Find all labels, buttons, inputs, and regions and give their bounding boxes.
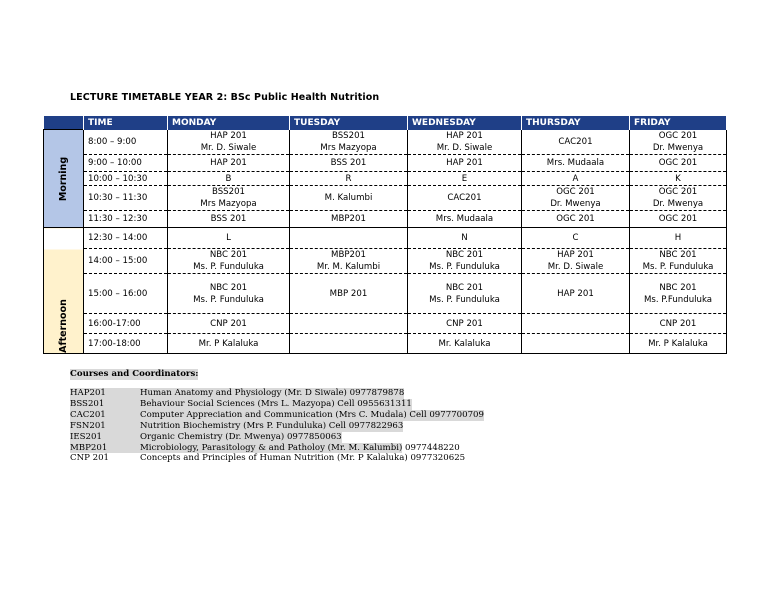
legend-item: [70, 432, 484, 443]
course-code: Mr. Kalaluka: [438, 338, 491, 349]
course-code: MBP201: [331, 214, 366, 224]
class-cell: [290, 211, 408, 228]
time-cell: 14:00 – 15:00: [84, 249, 168, 274]
course-code: BSS201: [211, 187, 246, 197]
time-cell: 15:00 – 16:00: [84, 274, 168, 314]
class-cell: [290, 186, 408, 211]
course-code: OGC 201: [556, 214, 595, 224]
course-code: MBP 201: [329, 288, 368, 299]
timetable-row: [44, 334, 727, 354]
course-code: E: [461, 173, 468, 184]
class-cell: [168, 334, 290, 354]
class-cell: [630, 228, 727, 249]
course-code: CAC201: [447, 193, 482, 203]
lecturer-name: Ms. P. Funduluka: [429, 294, 500, 305]
class-cell: [630, 172, 727, 186]
legend-item: [70, 443, 484, 454]
class-cell: [168, 155, 290, 172]
class-cell: [522, 334, 630, 354]
class-cell: [408, 274, 522, 314]
class-cell: [522, 314, 630, 334]
lecturer-name: Mr. D. Siwale: [547, 262, 604, 272]
course-code: Mr. P Kalaluka: [198, 338, 259, 349]
class-cell: [630, 155, 727, 172]
lecturer-name: Ms. P. Funduluka: [642, 262, 714, 272]
lecturer-name: Ms. P. Funduluka: [429, 262, 500, 272]
legend-item: [70, 388, 484, 399]
course-code: A: [572, 173, 579, 184]
course-code: NBC 201: [445, 250, 484, 260]
time-cell: 10:00 – 10:30: [84, 172, 168, 186]
course-code: OGC 201: [556, 187, 595, 197]
timetable-row: [44, 172, 727, 186]
page-title: LECTURE TIMETABLE YEAR 2: BSc Public Health Nutrition: [70, 92, 380, 103]
course-code: HAP 201: [446, 158, 483, 168]
course-code: BSS 201: [210, 214, 247, 224]
class-cell: [630, 186, 727, 211]
time-cell: 16:00-17:00: [84, 314, 168, 334]
legend-code: CNP 201: [70, 453, 110, 464]
course-code: HAP 201: [557, 288, 594, 299]
course-code: CAC201: [558, 136, 593, 147]
course-code: H: [674, 233, 682, 243]
legend-item: [70, 421, 484, 432]
class-cell: [522, 249, 630, 274]
course-code: CNP 201: [659, 318, 697, 329]
lecturer-name: Mr. D. Siwale: [200, 142, 257, 153]
legend-text: Microbiology, Parasitology & and Patholoy (Mr. M. Kalumbi): [140, 442, 403, 453]
legend-item: [70, 410, 484, 421]
class-cell: [408, 186, 522, 211]
class-cell: [408, 211, 522, 228]
lecturer-name: Ms. P.Funduluka: [643, 294, 713, 305]
time-cell: 17:00-18:00: [84, 334, 168, 354]
legend-item: [70, 399, 484, 410]
legend-text: Concepts and Principles of Human Nutrition (Mr. P Kalaluka) 0977320625: [140, 453, 466, 464]
legend-phone: 0977448220: [402, 442, 460, 453]
header-friday: FRIDAY: [630, 116, 727, 130]
course-code: L: [226, 233, 231, 243]
class-cell: [290, 334, 408, 354]
class-cell: [522, 228, 630, 249]
course-code: NBC 201: [659, 282, 697, 293]
class-cell: [168, 211, 290, 228]
time-cell: 9:00 – 10:00: [84, 155, 168, 172]
class-cell: [522, 186, 630, 211]
time-cell: 11:30 – 12:30: [84, 211, 168, 228]
lecturer-name: Mrs Mazyopa: [200, 199, 257, 209]
header-row: [44, 116, 727, 130]
course-code: C: [572, 233, 579, 243]
lecturer-name: Dr. Mwenya: [652, 199, 704, 209]
legend-code: HAP201: [70, 388, 140, 399]
period-afternoon: [44, 228, 84, 354]
class-cell: [168, 186, 290, 211]
class-cell: [290, 172, 408, 186]
timetable-row: [44, 249, 727, 274]
class-cell: [408, 228, 522, 249]
lecturer-name: Dr. Mwenya: [550, 199, 601, 209]
class-cell: [630, 211, 727, 228]
course-code: HAP 201: [210, 130, 247, 141]
course-code: NBC 201: [209, 250, 248, 260]
course-code: OGC 201: [658, 130, 698, 141]
legend-code: FSN201: [70, 421, 140, 432]
course-code: NBC 201: [445, 282, 484, 293]
class-cell: [630, 334, 727, 354]
class-cell: [168, 172, 290, 186]
class-cell: [290, 155, 408, 172]
course-code: NBC 201: [659, 250, 697, 260]
class-cell: [408, 314, 522, 334]
header-tuesday: TUESDAY: [290, 116, 408, 130]
course-code: CNP 201: [210, 318, 247, 329]
course-code: R: [345, 173, 352, 184]
course-code: Mr. P Kalaluka: [648, 338, 708, 349]
legend-text: Behaviour Social Sciences (Mrs L. Mazyopa) Cell 0955631311: [140, 398, 412, 409]
course-code: OGC 201: [658, 187, 698, 197]
legend-text: Human Anatomy and Physiology (Mr. D Siwale) 0977879878: [140, 388, 405, 398]
timetable-row: [44, 130, 727, 155]
time-cell: 12:30 – 14:00: [84, 228, 168, 249]
class-cell: [408, 334, 522, 354]
timetable-row: [44, 186, 727, 211]
course-code: MBP201: [331, 250, 366, 260]
class-cell: [630, 314, 727, 334]
timetable-row: [44, 228, 727, 249]
time-cell: 10:30 – 11:30: [84, 186, 168, 211]
period-label: Afternoon: [57, 298, 69, 353]
lecturer-name: Mrs Mazyopa: [320, 142, 377, 153]
course-code: HAP 201: [446, 130, 483, 141]
class-cell: [290, 314, 408, 334]
legend-heading: Courses and Coordinators:: [70, 369, 199, 379]
course-code: M. Kalumbi: [324, 193, 373, 203]
class-cell: [290, 249, 408, 274]
class-cell: [408, 249, 522, 274]
class-cell: [168, 274, 290, 314]
lecturer-name: Mr. M. Kalumbi: [316, 262, 381, 272]
class-cell: [522, 172, 630, 186]
course-code: OGC 201: [658, 158, 698, 168]
course-code: K: [675, 173, 681, 184]
legend-text: Computer Appreciation and Communication (Mrs C. Mudala) Cell 0977700709: [140, 409, 484, 420]
class-cell: [290, 228, 408, 249]
course-code: OGC 201: [658, 214, 698, 224]
class-cell: [168, 228, 290, 249]
legend-text: Nutrition Biochemistry (Mrs P. Funduluka) Cell 0977822963: [140, 420, 404, 431]
legend-text: Organic Chemistry (Dr. Mwenya) 0977850063: [140, 431, 342, 442]
class-cell: [630, 130, 727, 155]
course-code: Mrs. Mudaala: [546, 158, 605, 168]
class-cell: [408, 155, 522, 172]
header-monday: MONDAY: [168, 116, 290, 130]
legend-code: IES201: [70, 432, 140, 443]
class-cell: [168, 249, 290, 274]
header-time: TIME: [84, 116, 168, 130]
course-code: HAP 201: [210, 158, 247, 168]
timetable-row: [44, 211, 727, 228]
lecturer-name: Dr. Mwenya: [652, 142, 704, 153]
lecturer-name: Ms. P. Funduluka: [193, 262, 264, 272]
lecturer-name: Ms. P. Funduluka: [193, 294, 264, 305]
class-cell: [522, 130, 630, 155]
class-cell: [522, 211, 630, 228]
courses-legend: [70, 369, 484, 464]
period-morning: [44, 130, 84, 228]
course-code: NBC 201: [209, 282, 248, 293]
class-cell: [522, 274, 630, 314]
timetable-row: [44, 155, 727, 172]
header-wednesday: WEDNESDAY: [408, 116, 522, 130]
timetable-row: [44, 314, 727, 334]
lecturer-name: Mr. D. Siwale: [436, 142, 493, 153]
timetable: [43, 116, 727, 354]
class-cell: [630, 274, 727, 314]
period-label: Morning: [57, 156, 69, 201]
course-code: B: [225, 173, 232, 184]
course-code: BSS 201: [330, 158, 367, 168]
course-code: N: [461, 233, 468, 243]
class-cell: [168, 130, 290, 155]
class-cell: [408, 130, 522, 155]
class-cell: [522, 155, 630, 172]
course-code: HAP 201: [557, 250, 594, 260]
legend-item: [70, 453, 484, 464]
class-cell: [290, 130, 408, 155]
legend-code: BSS201: [70, 399, 140, 410]
class-cell: [290, 274, 408, 314]
legend-code: CAC201: [70, 410, 140, 421]
class-cell: [168, 314, 290, 334]
class-cell: [408, 172, 522, 186]
course-code: CNP 201: [446, 318, 483, 329]
class-cell: [630, 249, 727, 274]
legend-code: MBP201: [70, 443, 140, 454]
header-corner: [44, 116, 84, 130]
course-code: BSS201: [331, 130, 366, 141]
course-code: Mrs. Mudaala: [435, 214, 494, 224]
timetable-row: [44, 274, 727, 314]
header-thursday: THURSDAY: [522, 116, 630, 130]
time-cell: 8:00 – 9:00: [84, 130, 168, 155]
